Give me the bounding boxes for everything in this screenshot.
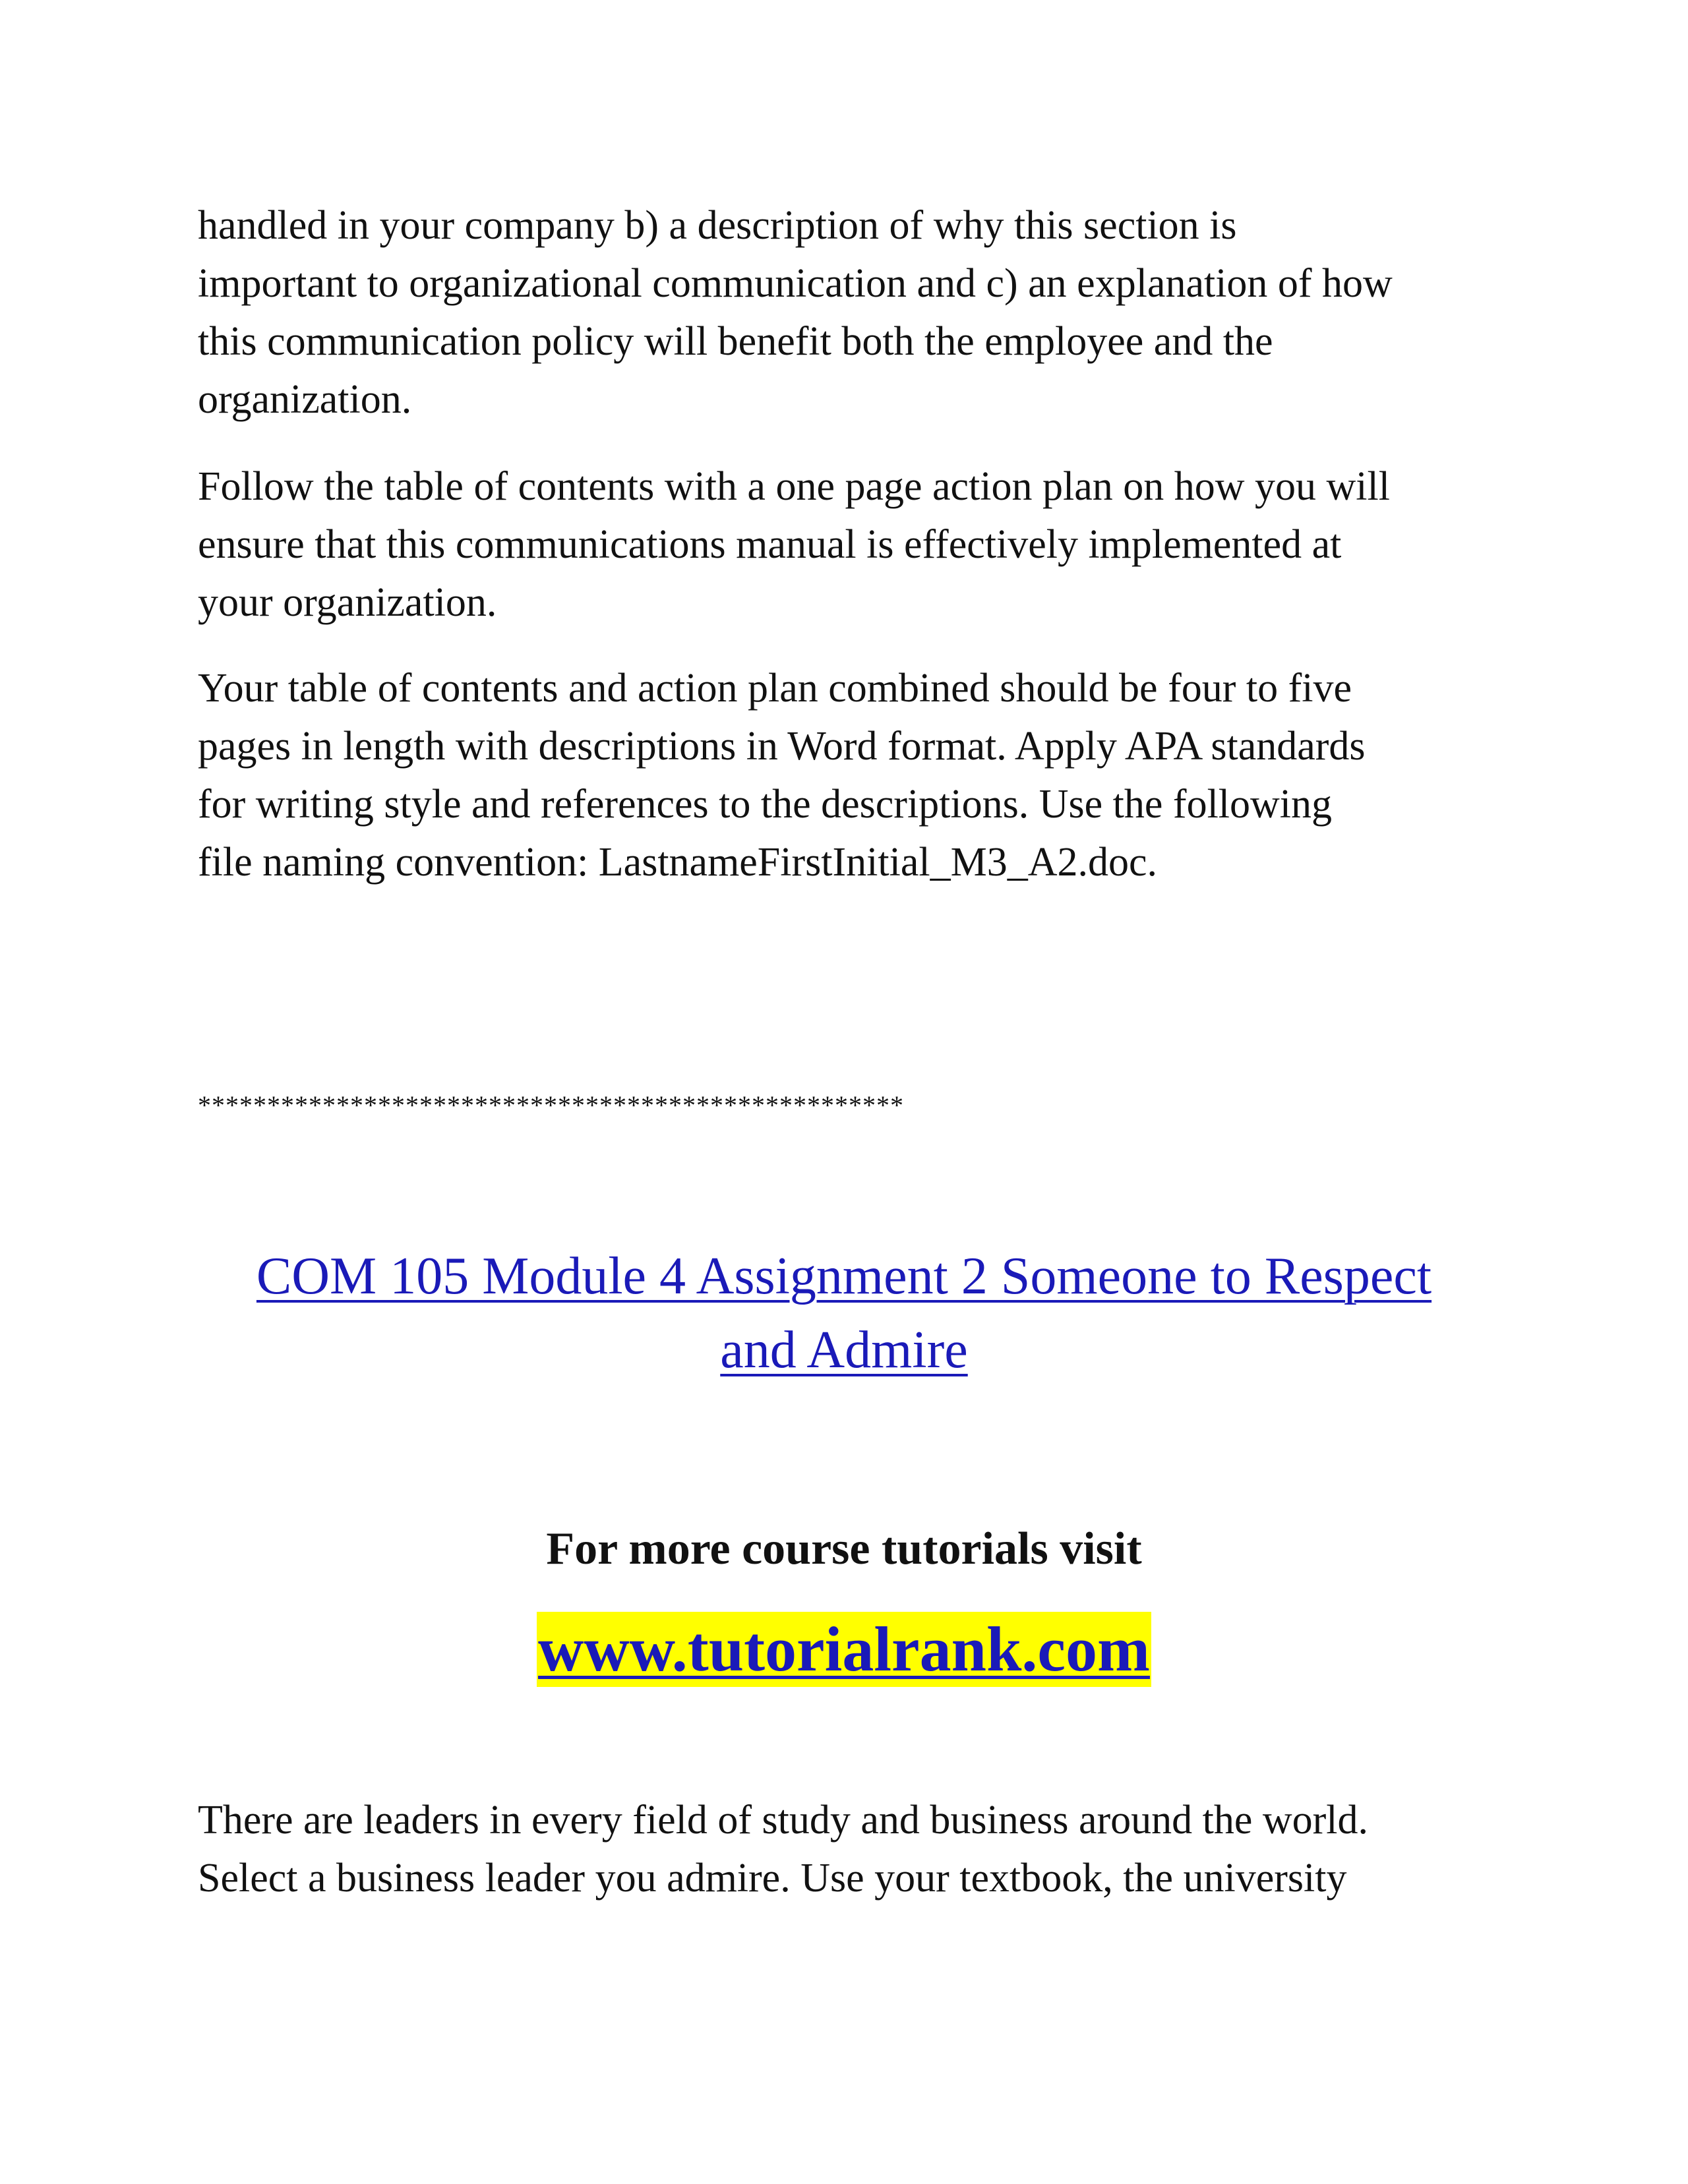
paragraph-format-requirements (198, 659, 1503, 891)
paragraph-action-plan (198, 457, 1503, 632)
site-link-container (0, 1612, 1688, 1687)
text-line: this communication policy will benefit both the employee and the (198, 319, 1273, 364)
text-line: file naming convention: LastnameFirstInitial_M3_A2.doc. (198, 840, 1158, 885)
course-title-link-line[interactable]: COM 105 Module 4 Assignment 2 Someone to Respect (256, 1247, 1432, 1305)
asterisk-separator: *************************************************** (198, 1090, 904, 1120)
text-line: your organization. (198, 580, 497, 625)
text-line: pages in length with descriptions in Word format. Apply APA standards (198, 724, 1366, 769)
text-line: There are leaders in every field of study and business around the world. (198, 1798, 1369, 1843)
tutorialrank-link[interactable]: www.tutorialrank.com (537, 1612, 1151, 1687)
text-line: important to organizational communication and c) an explanation of how (198, 261, 1393, 306)
visit-heading: For more course tutorials visit (546, 1523, 1142, 1574)
course-title-link[interactable] (0, 1239, 1688, 1387)
text-line: Select a business leader you admire. Use your textbook, the university (198, 1856, 1347, 1901)
text-line: Follow the table of contents with a one page action plan on how you will (198, 464, 1390, 509)
text-line: ensure that this communications manual is effectively implemented at (198, 522, 1342, 567)
text-line: organization. (198, 377, 412, 422)
paragraph-business-leader (198, 1791, 1503, 1907)
text-line: Your table of contents and action plan combined should be four to five (198, 666, 1352, 711)
text-line: for writing style and references to the descriptions. Use the following (198, 782, 1333, 827)
course-title-link-line[interactable]: and Admire (720, 1321, 968, 1379)
paragraph-policy-description (198, 196, 1503, 428)
text-line: handled in your company b) a description of why this section is (198, 203, 1237, 248)
